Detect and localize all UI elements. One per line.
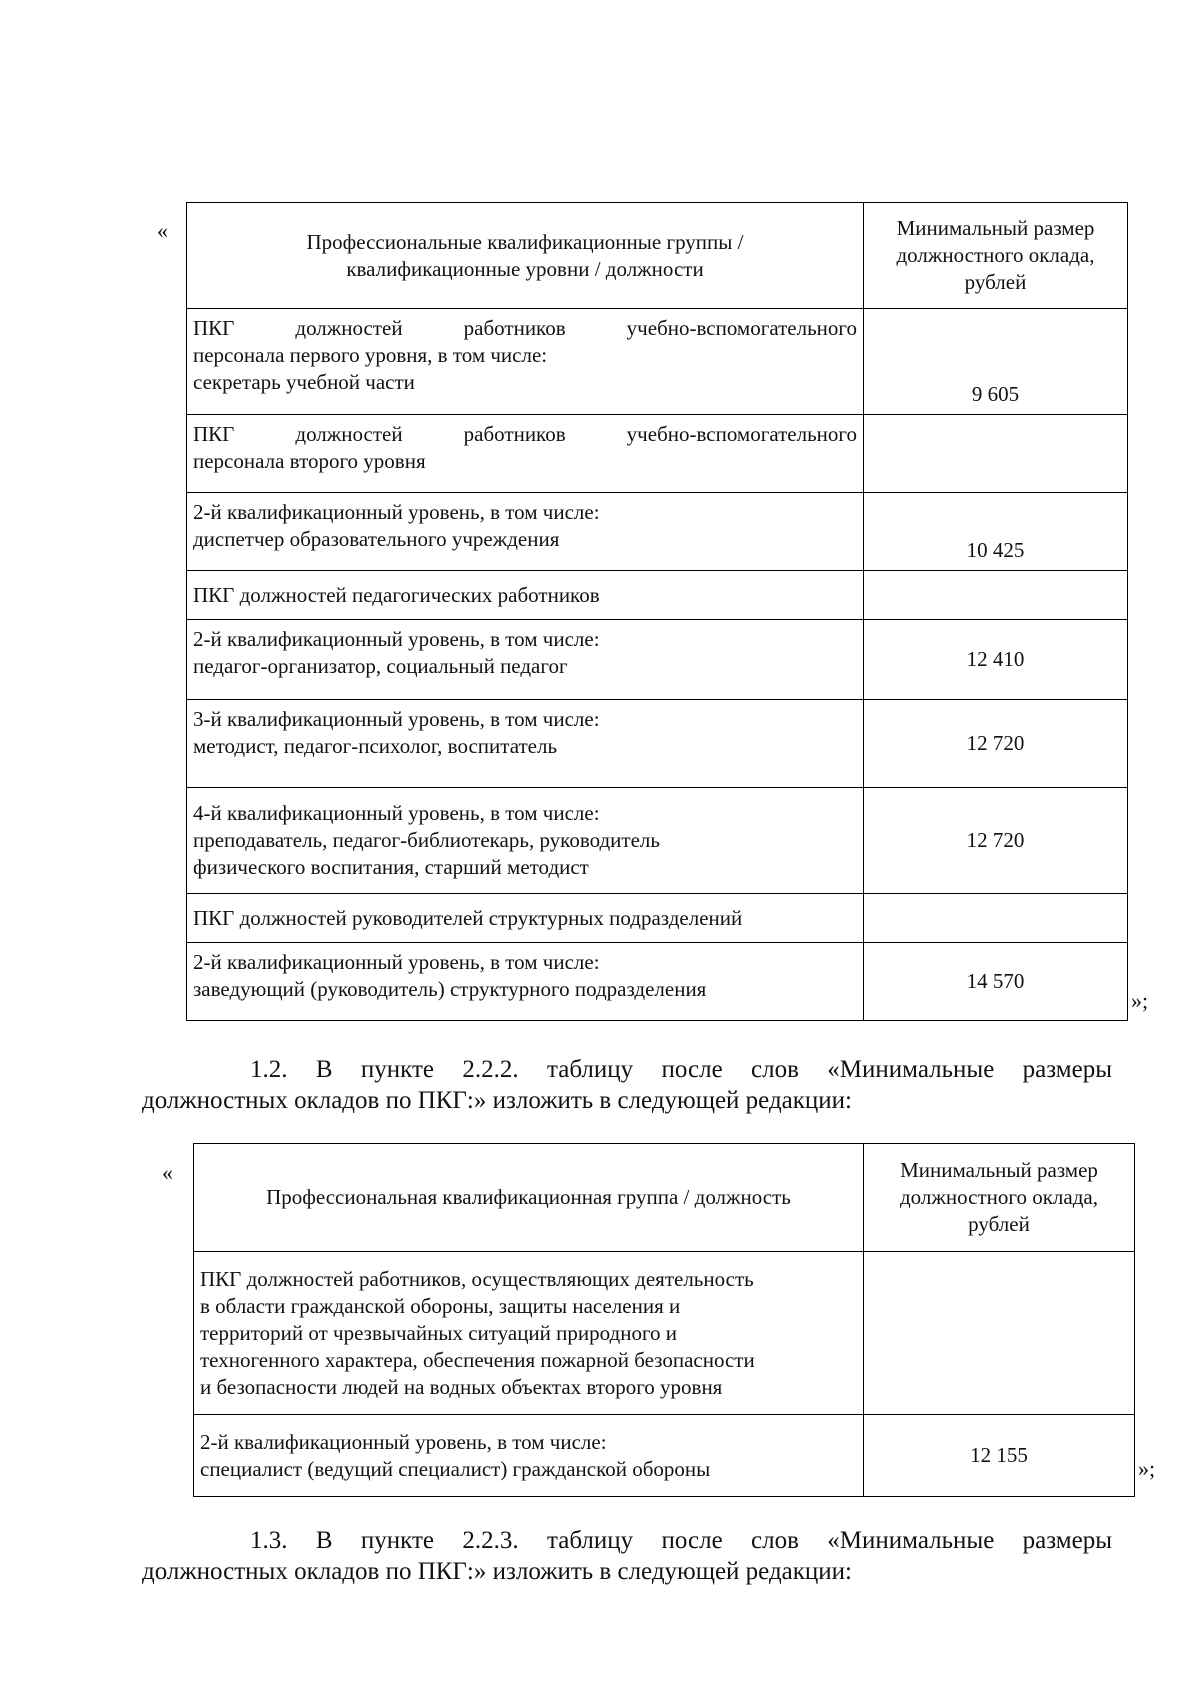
salary-cell: 12 720 bbox=[864, 788, 1128, 894]
position-cell: ПКГ должностей работников, осуществляющих деятельность в области гражданской обороны, защиты населения и территорий от чрезвычайных ситуаций природного и техногенного характера, обеспечения пожарной безопасности и безопасности людей на водных объектах второго уровня bbox=[194, 1252, 864, 1415]
table-row bbox=[187, 788, 1128, 894]
salary-cell bbox=[864, 415, 1128, 493]
table1-header-row bbox=[187, 203, 1128, 309]
table-row bbox=[187, 571, 1128, 620]
position-cell: 2-й квалификационный уровень, в том числе: педагог-организатор, социальный педагог bbox=[187, 620, 864, 700]
table2-open-quote: « bbox=[162, 1160, 173, 1185]
salary-cell: 14 570 bbox=[864, 943, 1128, 1021]
salary-table-2 bbox=[193, 1143, 1135, 1497]
salary-cell bbox=[864, 571, 1128, 620]
salary-table-1 bbox=[186, 202, 1128, 1021]
table-row bbox=[187, 309, 1128, 415]
salary-cell: 12 155 bbox=[864, 1415, 1135, 1497]
table1-open-quote: « bbox=[157, 218, 168, 243]
position-cell: 3-й квалификационный уровень, в том числе: методист, педагог-психолог, воспитатель bbox=[187, 700, 864, 788]
salary-cell: 10 425 bbox=[864, 493, 1128, 571]
table-row bbox=[187, 943, 1128, 1021]
position-cell: 4-й квалификационный уровень, в том числе: преподаватель, педагог-библиотекарь, руководитель физического воспитания, старший методист bbox=[187, 788, 864, 894]
table2-header-col2: Минимальный размер должностного оклада, рублей bbox=[864, 1144, 1135, 1252]
table-row bbox=[194, 1415, 1135, 1497]
table-row bbox=[187, 894, 1128, 943]
salary-cell bbox=[864, 894, 1128, 943]
position-cell: ПКГ должностей руководителей структурных подразделений bbox=[187, 894, 864, 943]
position-cell: 2-й квалификационный уровень, в том числе: специалист (ведущий специалист) гражданской обороны bbox=[194, 1415, 864, 1497]
salary-cell: 9 605 bbox=[864, 309, 1128, 415]
position-cell: ПКГ должностей работников учебно-вспомогательного персонала первого уровня, в том числе: секретарь учебной части bbox=[187, 309, 864, 415]
position-cell: 2-й квалификационный уровень, в том числе: заведующий (руководитель) структурного подразделения bbox=[187, 943, 864, 1021]
salary-cell bbox=[864, 1252, 1135, 1415]
table-row bbox=[187, 415, 1128, 493]
table1-close-quote: »; bbox=[1131, 988, 1149, 1013]
position-cell: ПКГ должностей работников учебно-вспомогательного персонала второго уровня bbox=[187, 415, 864, 493]
table-row bbox=[187, 493, 1128, 571]
salary-cell: 12 720 bbox=[864, 700, 1128, 788]
table1-header-col2: Минимальный размер должностного оклада, рублей bbox=[864, 203, 1128, 309]
position-cell: ПКГ должностей педагогических работников bbox=[187, 571, 864, 620]
paragraph-1-3: 1.3. В пункте 2.2.3. таблицу после слов «Минимальные размеры должностных окладов по ПКГ:» изложить в следующей редакции: bbox=[142, 1527, 1112, 1585]
position-cell: 2-й квалификационный уровень, в том числе: диспетчер образовательного учреждения bbox=[187, 493, 864, 571]
table2-close-quote: »; bbox=[1138, 1456, 1156, 1481]
table2-header-col1: Профессиональная квалификационная группа / должность bbox=[194, 1144, 864, 1252]
table-row bbox=[187, 700, 1128, 788]
table-row bbox=[187, 620, 1128, 700]
table-row bbox=[194, 1252, 1135, 1415]
table1-header-col1: Профессиональные квалификационные группы / квалификационные уровни / должности bbox=[187, 203, 864, 309]
paragraph-1-2: 1.2. В пункте 2.2.2. таблицу после слов «Минимальные размеры должностных окладов по ПКГ:» изложить в следующей редакции: bbox=[142, 1056, 1112, 1114]
table2-header-row bbox=[194, 1144, 1135, 1252]
salary-cell: 12 410 bbox=[864, 620, 1128, 700]
